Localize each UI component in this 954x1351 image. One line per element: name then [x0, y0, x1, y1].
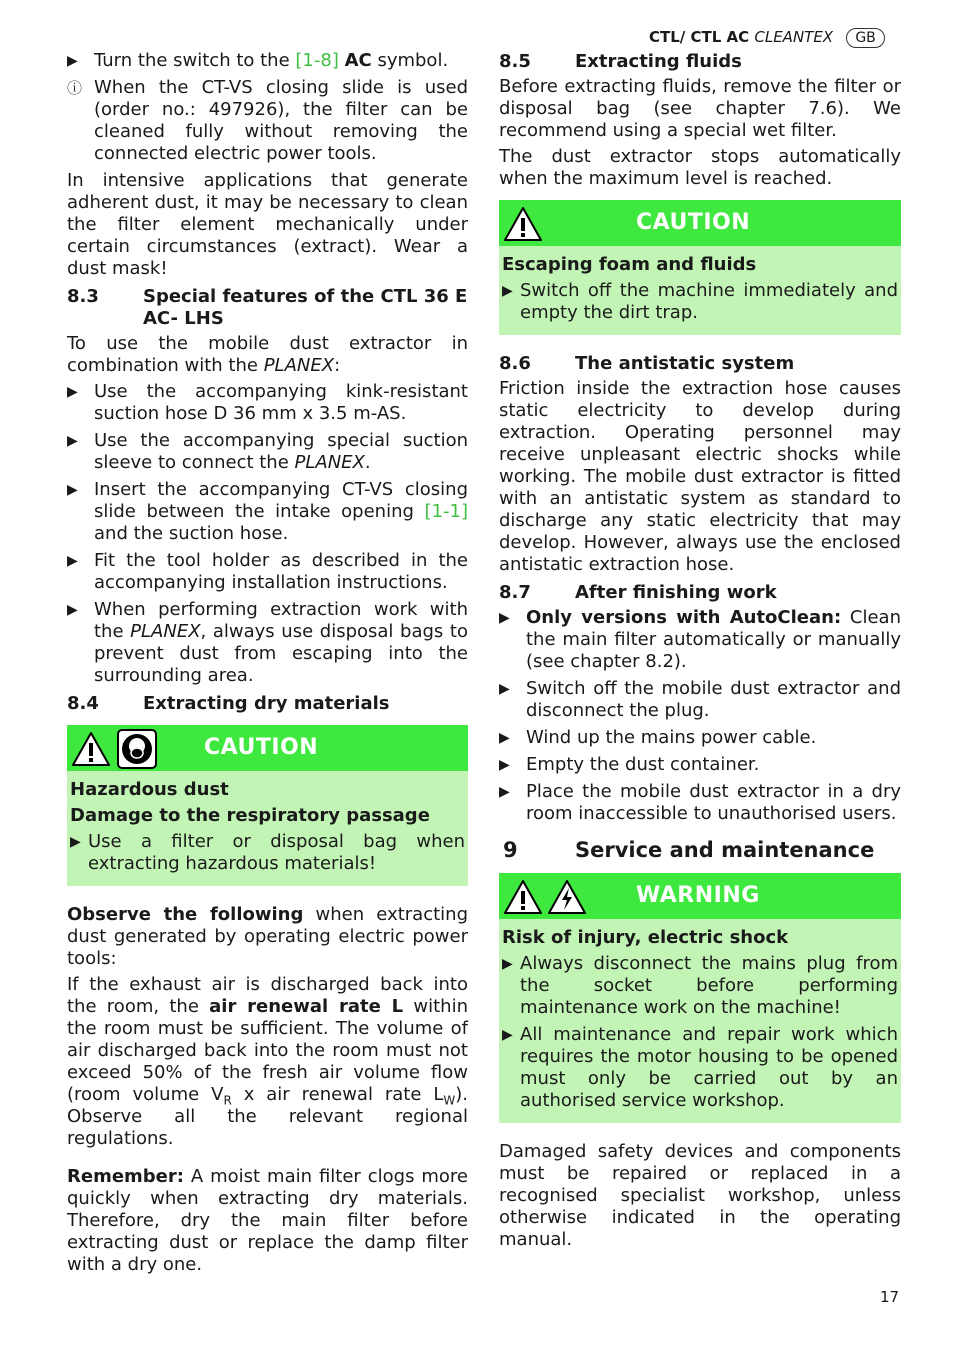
list-item: ▶ Only versions with AutoClean: Clean the main filter automatically or manually (see chapter 8.2).: [499, 607, 901, 672]
list-item: ▶ Turn the switch to the [1-8] AC symbol.: [67, 50, 449, 71]
list-item: ▶ Insert the accompanying CT-VS closing slide between the intake opening [1-1] and the suction hose.: [67, 479, 468, 544]
caution-title: CAUTION: [204, 735, 319, 760]
dust-mask-icon: [117, 729, 157, 769]
arrow-bullet-icon: ▶: [499, 784, 510, 800]
caution-heading: Escaping foam and fluids: [502, 254, 757, 275]
list-item: ▶ Place the mobile dust extractor in a dry room inaccessible to unauthorised users.: [499, 781, 901, 824]
warning-triangle-icon: [503, 879, 543, 915]
warning-triangle-icon: [71, 731, 111, 767]
caution-heading: Damage to the respiratory passage: [70, 805, 430, 826]
section-heading-8-4: 8.4 Extracting dry materials: [67, 693, 390, 714]
list-item: ▶ All maintenance and repair work which requires the motor housing to be opened must only be carried out by an authorised service workshop.: [502, 1024, 898, 1111]
section-heading-8-6: 8.6 The antistatic system: [499, 353, 795, 374]
figure-reference: [1-1]: [424, 501, 468, 522]
list-item: ▶ Use the accompanying kink-resistant suction hose D 36 mm x 3.5 m-AS.: [67, 381, 468, 424]
section-heading-8-5: 8.5 Extracting fluids: [499, 51, 742, 72]
paragraph: Remember: A moist main filter clogs more quickly when extracting dry materials. Therefore, dry the main filter before extracting dust or replace the damp filter with a dry one.: [67, 1166, 468, 1275]
right-column: [499, 50, 901, 1255]
arrow-bullet-icon: ▶: [499, 681, 510, 697]
arrow-bullet-icon: ▶: [499, 610, 510, 626]
arrow-bullet-icon: ▶: [502, 283, 513, 299]
warning-box-electric-shock: [499, 873, 901, 1123]
warning-triangle-icon: [503, 206, 543, 242]
arrow-bullet-icon: ▶: [67, 53, 78, 69]
arrow-bullet-icon: ▶: [67, 482, 78, 498]
page-number: 17: [880, 1288, 900, 1306]
arrow-bullet-icon: ▶: [502, 956, 513, 972]
page-header: [649, 26, 885, 48]
list-item: ▶ Switch off the mobile dust extractor and disconnect the plug.: [499, 678, 901, 721]
info-note: ⓘ When the CT-VS closing slide is used (order no.: 497926), the filter can be cleaned fully without removing the connected electric power tools.: [67, 77, 468, 164]
paragraph: Friction inside the extraction hose causes static electricity to develop during extraction. Operating personnel may receive unpleasant electric shocks while working. The mobile dust extractor is fitted with an antistatic system as standard to discharge any static electricity that may develop. However, always use the enclosed antistatic extraction hose.: [499, 378, 901, 575]
paragraph: If the exhaust air is discharged back into the room, the air renewal rate L within the room must be sufficient. The volume of air discharged back into the room must not exceed 50% of the fresh air volume flow (room volume $V_R$ x air renewal rate $L_W$). Observe all the relevant regional regulations.: [67, 974, 469, 1149]
list-item: ▶ Switch off the machine immediately and empty the dirt trap.: [502, 280, 898, 323]
caution-box-hazardous-dust: [67, 725, 468, 886]
header-subtitle: CLEANTEX: [754, 28, 834, 46]
warning-title: WARNING: [636, 883, 760, 908]
arrow-bullet-icon: ▶: [502, 1027, 513, 1043]
paragraph: Before extracting fluids, remove the filter or disposal bag (see chapter 7.6). We recommend using a special wet filter.: [499, 76, 901, 141]
caution-box-fluids: [499, 200, 901, 335]
caution-heading: Hazardous dust: [70, 779, 229, 800]
section-heading-9: 9 Service and maintenance: [503, 838, 875, 862]
paragraph: Observe the following when extracting dust generated by operating electric power tools:: [67, 904, 468, 969]
paragraph: The dust extractor stops automatically when the maximum level is reached.: [499, 146, 901, 189]
arrow-bullet-icon: ▶: [67, 602, 78, 618]
figure-reference: [1-8]: [295, 50, 339, 71]
paragraph: Damaged safety devices and components must be repaired or replaced in a recognised specialist workshop, unless otherwise indicated in the operating manual.: [499, 1141, 901, 1250]
list-item: ▶ Always disconnect the mains plug from the socket before performing maintenance work on the machine!: [502, 953, 898, 1018]
section-heading-8-3: 8.3 Special features of the CTL 36 E AC- LHS: [67, 286, 468, 329]
section-heading-8-7: 8.7 After finishing work: [499, 582, 777, 603]
paragraph: To use the mobile dust extractor in combination with the PLANEX:: [67, 333, 468, 376]
header-title: CTL/ CTL AC: [649, 28, 750, 46]
electric-shock-icon: [547, 879, 587, 915]
arrow-bullet-icon: ▶: [67, 433, 78, 449]
list-item: ▶ Wind up the mains power cable.: [499, 727, 817, 748]
paragraph: In intensive applications that generate adherent dust, it may be necessary to clean the filter element mechanically under certain circumstances (extract). Wear a dust mask!: [67, 170, 468, 279]
left-column: [67, 50, 468, 1280]
caution-title: CAUTION: [636, 210, 751, 235]
list-item: ▶ Use a filter or disposal bag when extracting hazardous materials!: [70, 831, 465, 874]
list-item: ▶ Use the accompanying special suction sleeve to connect the PLANEX.: [67, 430, 468, 473]
arrow-bullet-icon: ▶: [70, 834, 81, 850]
arrow-bullet-icon: ▶: [67, 553, 78, 569]
list-item: ▶ Empty the dust container.: [499, 754, 760, 775]
info-icon: ⓘ: [67, 79, 83, 97]
list-item: ▶ When performing extraction work with the PLANEX, always use disposal bags to prevent dust from escaping into the surrounding area.: [67, 599, 468, 686]
list-item: ▶ Fit the tool holder as described in the accompanying installation instructions.: [67, 550, 468, 593]
language-badge: GB: [846, 28, 884, 48]
arrow-bullet-icon: ▶: [67, 384, 78, 400]
warning-heading: Risk of injury, electric shock: [502, 927, 789, 948]
arrow-bullet-icon: ▶: [499, 757, 510, 773]
arrow-bullet-icon: ▶: [499, 730, 510, 746]
